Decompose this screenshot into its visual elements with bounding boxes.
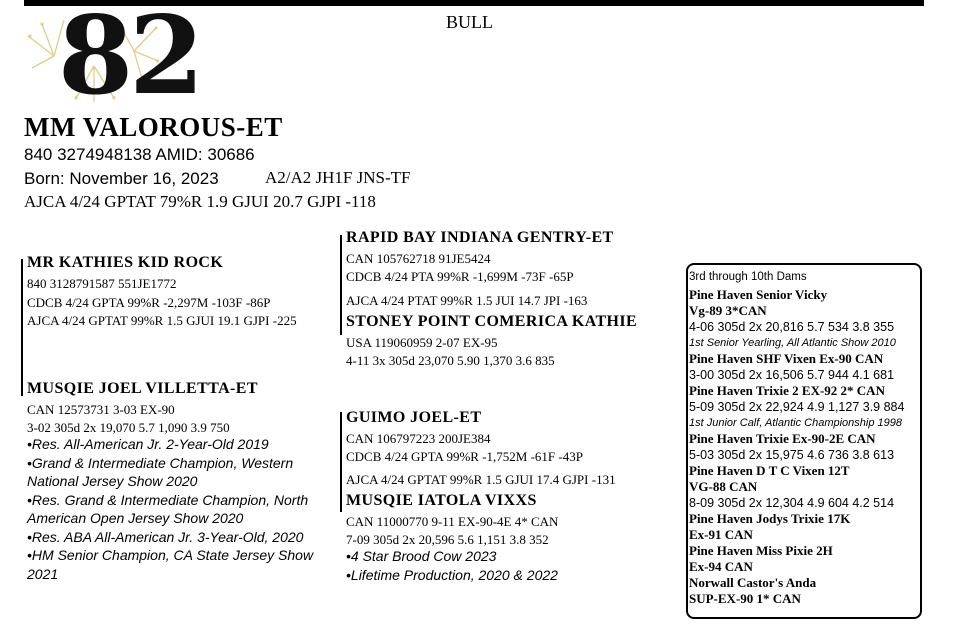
dam-achievement: National Jersey Show 2020 [27,473,198,489]
dam-entry-record: 5-03 305d 2x 15,975 4.6 736 3.8 613 [689,448,895,462]
pedigree-bracket-sire [340,235,342,335]
dam-achievement: •Res. ABA All-American Jr. 3-Year-Old, 2020 [27,528,304,545]
dam-entry-record: 5-09 305d 2x 22,924 4.9 1,127 3.9 884 [689,400,905,414]
category-label: BULL [446,12,493,32]
dam-dam-name: MUSQIE IATOLA VIXXS [346,492,537,509]
dam-entry-record: 8-09 305d 2x 12,304 4.9 604 4.2 514 [689,496,895,510]
dam-entry-name: Ex-91 CAN [689,527,753,542]
dam-dam-achievement: •4 Star Brood Cow 2023 [346,548,497,564]
dam-entry-award: 1st Senior Yearling, All Atlantic Show 2010 [689,337,896,349]
dam-achievements [27,435,313,583]
dam-entry-name: Ex-94 CAN [689,559,753,574]
sire-ajca-line: AJCA 4/24 GPTAT 99%R 1.5 GJUI 19.1 GJPI -225 [27,313,297,328]
animal-name: MM VALOROUS-ET [24,112,283,142]
sire-cdcb-line: CDCB 4/24 GPTA 99%R -2,297M -103F -86P [27,295,271,310]
dam-record-line: 3-02 305d 2x 19,070 5.7 1,090 3.9 750 [27,420,230,435]
dam-name: MUSQIE JOEL VILLETTA-ET [27,380,258,397]
dam-entry-name: Pine Haven Jodys Trixie 17K [689,511,851,526]
dam-entry-name: Vg-89 3*CAN [689,303,767,318]
dam-entry-name: Norwall Castor's Anda [689,575,817,590]
dam-achievement: 2021 [27,565,59,582]
sire-dam-record-line: 4-11 3x 305d 23,070 5.90 1,370 3.6 835 [346,353,555,368]
sire-dam-name: STONEY POINT COMERICA KATHIE [346,313,638,330]
dam-sire-id-line: CAN 106797223 200JE384 [346,431,491,446]
dam-entry-name: Pine Haven Trixie 2 EX-92 2* CAN [689,383,885,398]
dam-entry-name: SUP-EX-90 1* CAN [689,591,801,606]
dam-achievement: •Grand & Intermediate Champion, Western [27,454,294,471]
sire-id-line: 840 3128791587 551JE1772 [27,276,177,291]
dam-entry-name: VG-88 CAN [689,479,758,494]
pedigree-bracket-left [21,259,23,396]
sire-sire-id-line: CAN 105762718 91JE5424 [346,251,491,266]
dam-dam-achievements [346,547,558,584]
dam-entry-name: Pine Haven Trixie Ex-90-2E CAN [689,431,876,446]
lot-number: 82 [58,0,201,119]
genetic-codes: A2/A2 JH1F JNS-TF [265,168,411,187]
dam-entry-award: 1st Junior Calf, Atlantic Championship 1998 [689,417,902,429]
dam-dam-achievement: •Lifetime Production, 2020 & 2022 [346,566,558,583]
birth-date: Born: November 16, 2023 [24,169,219,188]
dam-entry-record: 4-06 305d 2x 20,816 5.7 534 3.8 355 [689,320,895,334]
dam-sire-name: GUIMO JOEL-ET [346,409,482,426]
sire-dam-id-line: USA 119060959 2-07 EX-95 [346,335,498,350]
dam-entry-name: Pine Haven D T C Vixen 12T [689,463,850,478]
sire-name: MR KATHIES KID ROCK [27,254,224,271]
extended-dams-heading: 3rd through 10th Dams [689,271,807,283]
dam-dam-record-line: 7-09 305d 2x 20,596 5.6 1,151 3.8 352 [346,532,549,547]
extended-dams-list [689,287,904,607]
dam-achievement: •Res. All-American Jr. 2-Year-Old 2019 [27,436,269,452]
dam-entry-name: Pine Haven Senior Vicky [689,287,828,302]
dam-sire-ajca-line: AJCA 4/24 GPTAT 99%R 1.5 GJUI 17.4 GJPI -131 [346,472,616,487]
extended-dams-box [686,263,922,619]
dam-dam-id-line: CAN 11000770 9-11 EX-90-4E 4* CAN [346,514,559,529]
sire-sire-cdcb-line: CDCB 4/24 PTA 99%R -1,699M -73F -65P [346,269,574,284]
dam-entry-name: Pine Haven Miss Pixie 2H [689,543,833,558]
sire-sire-name: RAPID BAY INDIANA GENTRY-ET [346,229,614,246]
dam-id-line: CAN 12573731 3-03 EX-90 [27,402,175,417]
lot-number-graphic [24,0,201,119]
pedigree-bracket-dam [340,412,342,512]
dam-sire-cdcb-line: CDCB 4/24 GPTA 99%R -1,752M -61F -43P [346,449,583,464]
animal-ids: 840 3274948138 AMID: 30686 [24,145,255,164]
dam-achievement: American Open Jersey Show 2020 [27,510,244,526]
dam-entry-name: Pine Haven SHF Vixen Ex-90 CAN [689,351,884,366]
dam-achievement: •HM Senior Champion, CA State Jersey Show [27,547,314,563]
sire-sire-ajca-line: AJCA 4/24 PTAT 99%R 1.5 JUI 14.7 JPI -163 [346,293,588,308]
dam-entry-record: 3-00 305d 2x 16,506 5.7 944 4.1 681 [689,368,895,382]
dam-achievement: •Res. Grand & Intermediate Champion, North [27,491,309,508]
animal-ajca-index: AJCA 4/24 GPTAT 79%R 1.9 GJUI 20.7 GJPI -118 [24,192,376,211]
